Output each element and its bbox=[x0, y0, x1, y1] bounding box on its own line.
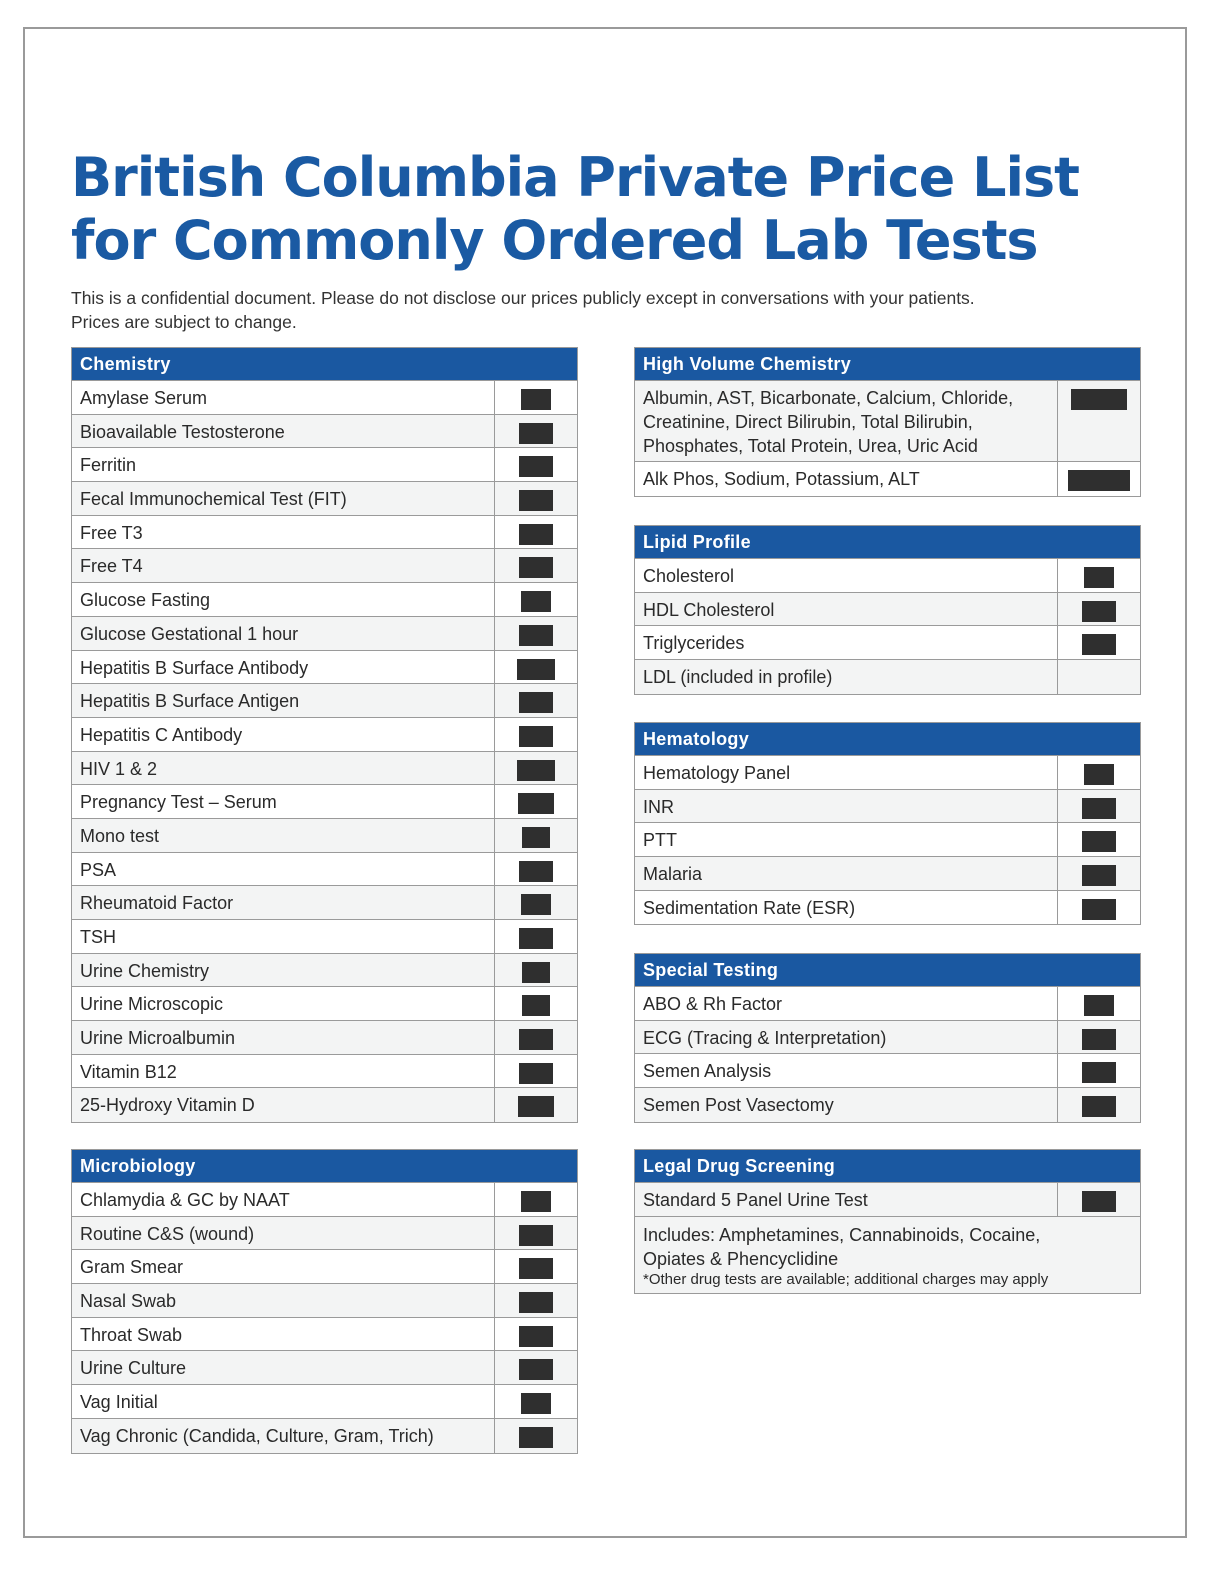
redacted-price bbox=[1084, 995, 1114, 1016]
table-row bbox=[72, 1021, 577, 1055]
row-name: Hepatitis C Antibody bbox=[80, 724, 243, 745]
redacted-price bbox=[519, 625, 553, 646]
title-line-1: British Columbia Private Price List bbox=[71, 146, 1079, 209]
hematology-header: Hematology bbox=[635, 723, 1140, 756]
redacted-price bbox=[519, 423, 553, 444]
drug-header: Legal Drug Screening bbox=[635, 1150, 1140, 1183]
table-row bbox=[72, 415, 577, 449]
price-cell bbox=[494, 583, 577, 616]
row-name: Urine Chemistry bbox=[80, 960, 210, 981]
intro-text bbox=[71, 286, 975, 334]
includes-line: Includes: Amphetamines, Cannabinoids, Cocaine, bbox=[643, 1225, 1041, 1245]
price-cell bbox=[1057, 1021, 1140, 1054]
redacted-price bbox=[519, 726, 553, 747]
lipid-rows bbox=[635, 559, 1140, 694]
redacted-price bbox=[519, 524, 553, 545]
row-name: Urine Microalbumin bbox=[80, 1028, 236, 1049]
price-cell bbox=[1057, 1054, 1140, 1087]
price-cell bbox=[494, 1088, 577, 1122]
redacted-price bbox=[518, 1096, 554, 1117]
row-name: Malaria bbox=[643, 864, 703, 885]
table-row bbox=[635, 891, 1140, 925]
table-row bbox=[72, 651, 577, 685]
row-name: Hepatitis B Surface Antigen bbox=[80, 691, 300, 712]
price-cell bbox=[494, 516, 577, 549]
redacted-price bbox=[519, 1292, 553, 1313]
special-table bbox=[634, 953, 1141, 1123]
table-row bbox=[635, 987, 1140, 1021]
high-volume-rows bbox=[635, 381, 1140, 496]
redacted-price bbox=[519, 557, 553, 578]
footnote: *Other drug tests are available; additional charges may apply bbox=[643, 1271, 1049, 1288]
row-name: HIV 1 & 2 bbox=[80, 758, 158, 779]
price-cell bbox=[494, 752, 577, 785]
chemistry-table bbox=[71, 347, 578, 1123]
row-name: Urine Culture bbox=[80, 1358, 187, 1379]
table-row bbox=[72, 987, 577, 1021]
table-row bbox=[635, 1054, 1140, 1088]
price-cell bbox=[1057, 823, 1140, 856]
redacted-price bbox=[522, 827, 550, 848]
row-name-line: Phosphates, Total Protein, Urea, Uric Acid bbox=[643, 436, 978, 456]
table-row bbox=[635, 381, 1140, 462]
redacted-price bbox=[519, 490, 553, 511]
redacted-price bbox=[1082, 1029, 1116, 1050]
price-cell bbox=[1057, 987, 1140, 1020]
table-row bbox=[72, 1088, 577, 1122]
redacted-price bbox=[519, 456, 553, 477]
price-cell bbox=[1057, 626, 1140, 659]
table-row bbox=[72, 954, 577, 988]
row-name: Mono test bbox=[80, 825, 160, 846]
row-name: Chlamydia & GC by NAAT bbox=[80, 1190, 290, 1210]
redacted-price bbox=[1082, 865, 1116, 886]
redacted-price bbox=[519, 861, 553, 882]
hematology-rows bbox=[635, 756, 1140, 924]
row-name: ABO & Rh Factor bbox=[643, 994, 783, 1014]
microbiology-table bbox=[71, 1149, 578, 1454]
table-row bbox=[72, 1217, 577, 1251]
price-cell bbox=[494, 987, 577, 1020]
table-row bbox=[635, 593, 1140, 627]
title-line-2: for Commonly Ordered Lab Tests bbox=[71, 209, 1038, 272]
special-header: Special Testing bbox=[635, 954, 1140, 987]
price-cell bbox=[1057, 1183, 1140, 1216]
row-name bbox=[635, 381, 1057, 461]
table-row bbox=[72, 785, 577, 819]
price-cell bbox=[494, 954, 577, 987]
price-cell bbox=[494, 1183, 577, 1216]
redacted-price bbox=[1082, 1191, 1116, 1212]
table-row bbox=[72, 752, 577, 786]
includes-line: Opiates & Phencyclidine bbox=[643, 1249, 839, 1269]
row-name: TSH bbox=[80, 927, 116, 947]
row-name: Routine C&S (wound) bbox=[80, 1223, 255, 1244]
table-row bbox=[635, 823, 1140, 857]
high-volume-table bbox=[634, 347, 1141, 497]
price-cell bbox=[494, 549, 577, 582]
table-row bbox=[72, 1183, 577, 1217]
table-row bbox=[635, 857, 1140, 891]
price-cell bbox=[494, 1284, 577, 1317]
microbiology-rows bbox=[72, 1183, 577, 1453]
price-cell bbox=[494, 381, 577, 414]
price-cell bbox=[1057, 462, 1140, 496]
table-row bbox=[72, 448, 577, 482]
redacted-price bbox=[1084, 567, 1114, 588]
row-name-line: Albumin, AST, Bicarbonate, Calcium, Chloride, bbox=[643, 388, 1014, 408]
row-name: Semen Post Vasectomy bbox=[643, 1095, 834, 1116]
price-cell bbox=[494, 1217, 577, 1250]
redacted-price bbox=[519, 1427, 553, 1448]
redacted-price bbox=[522, 995, 550, 1016]
drug-rows bbox=[635, 1183, 1140, 1293]
redacted-price bbox=[1084, 764, 1114, 785]
high-volume-header: High Volume Chemistry bbox=[635, 348, 1140, 381]
row-name: LDL (included in profile) bbox=[643, 667, 833, 688]
row-name: Throat Swab bbox=[80, 1324, 183, 1345]
microbiology-header: Microbiology bbox=[72, 1150, 577, 1183]
row-name-line: Creatinine, Direct Bilirubin, Total Bilirubin, bbox=[643, 412, 973, 432]
lipid-header: Lipid Profile bbox=[635, 526, 1140, 559]
price-cell bbox=[1057, 381, 1140, 461]
row-name: Urine Microscopic bbox=[80, 994, 224, 1015]
price-cell bbox=[494, 920, 577, 953]
table-row bbox=[72, 886, 577, 920]
row-name: Triglycerides bbox=[643, 633, 745, 654]
redacted-price bbox=[1082, 831, 1116, 852]
redacted-price bbox=[1082, 899, 1116, 920]
price-cell bbox=[494, 785, 577, 818]
price-cell bbox=[1057, 593, 1140, 626]
redacted-price bbox=[519, 1063, 553, 1084]
row-name: Cholesterol bbox=[643, 566, 735, 586]
table-row bbox=[635, 559, 1140, 593]
intro-line-2: Prices are subject to change. bbox=[71, 312, 297, 332]
table-row bbox=[72, 1055, 577, 1089]
price-cell bbox=[1057, 857, 1140, 890]
price-cell bbox=[1057, 790, 1140, 823]
drug-table bbox=[634, 1149, 1141, 1294]
redacted-price bbox=[519, 1029, 553, 1050]
price-cell bbox=[1057, 891, 1140, 925]
row-name: Standard 5 Panel Urine Test bbox=[643, 1190, 868, 1210]
table-row bbox=[72, 684, 577, 718]
redacted-price bbox=[519, 1326, 553, 1347]
page-title bbox=[71, 146, 1079, 272]
chemistry-header: Chemistry bbox=[72, 348, 577, 381]
table-row bbox=[72, 1385, 577, 1419]
intro-line-1: This is a confidential document. Please do not disclose our prices publicly except in conversations with your patients. bbox=[71, 288, 975, 308]
table-row bbox=[72, 1284, 577, 1318]
row-name: Free T3 bbox=[80, 522, 143, 543]
table-row bbox=[635, 1088, 1140, 1122]
row-name: Ferritin bbox=[80, 455, 137, 476]
price-cell bbox=[494, 718, 577, 751]
redacted-price bbox=[519, 692, 553, 713]
price-cell bbox=[494, 1055, 577, 1088]
row-name: HDL Cholesterol bbox=[643, 599, 775, 620]
price-cell bbox=[1057, 756, 1140, 789]
table-row bbox=[72, 482, 577, 516]
price-cell bbox=[494, 617, 577, 650]
table-row bbox=[635, 790, 1140, 824]
redacted-price bbox=[519, 1258, 553, 1279]
row-name: Vag Initial bbox=[80, 1392, 158, 1413]
row-name: Hepatitis B Surface Antibody bbox=[80, 657, 309, 678]
row-name: Vitamin B12 bbox=[80, 1061, 177, 1082]
redacted-price bbox=[517, 760, 555, 781]
price-cell bbox=[494, 482, 577, 515]
redacted-price bbox=[1082, 798, 1116, 819]
price-cell bbox=[494, 651, 577, 684]
row-name: Gram Smear bbox=[80, 1257, 184, 1278]
redacted-price bbox=[1082, 601, 1116, 622]
chemistry-rows bbox=[72, 381, 577, 1122]
redacted-price bbox=[519, 928, 553, 949]
row-name: Glucose Gestational 1 hour bbox=[80, 623, 299, 644]
redacted-price bbox=[522, 962, 550, 983]
row-name: Pregnancy Test – Serum bbox=[80, 792, 277, 813]
row-name: Sedimentation Rate (ESR) bbox=[643, 897, 856, 918]
redacted-price bbox=[519, 1359, 553, 1380]
redacted-price bbox=[517, 659, 555, 680]
redacted-price bbox=[1082, 634, 1116, 655]
price-cell bbox=[494, 1351, 577, 1384]
redacted-price bbox=[1082, 1062, 1116, 1083]
table-row bbox=[72, 1318, 577, 1352]
price-cell bbox=[494, 853, 577, 886]
price-cell bbox=[494, 1385, 577, 1418]
table-row bbox=[72, 853, 577, 887]
price-cell bbox=[494, 415, 577, 448]
row-name: Alk Phos, Sodium, Potassium, ALT bbox=[643, 469, 920, 489]
price-cell bbox=[494, 819, 577, 852]
price-cell bbox=[494, 684, 577, 717]
price-cell bbox=[494, 886, 577, 919]
price-cell bbox=[494, 1318, 577, 1351]
table-row bbox=[72, 583, 577, 617]
drug-includes-note bbox=[635, 1217, 1140, 1293]
redacted-price bbox=[521, 1191, 551, 1212]
row-name: Free T4 bbox=[80, 556, 143, 577]
table-row bbox=[635, 626, 1140, 660]
table-row bbox=[72, 516, 577, 550]
redacted-price bbox=[1068, 470, 1130, 491]
row-name: Amylase Serum bbox=[80, 388, 208, 408]
table-row bbox=[72, 1351, 577, 1385]
redacted-price bbox=[521, 1393, 551, 1414]
hematology-table bbox=[634, 722, 1141, 925]
redacted-price bbox=[518, 793, 554, 814]
row-name: Rheumatoid Factor bbox=[80, 893, 234, 914]
table-row bbox=[635, 1021, 1140, 1055]
price-cell bbox=[494, 1021, 577, 1054]
row-name: Semen Analysis bbox=[643, 1061, 772, 1082]
table-row bbox=[635, 462, 1140, 496]
redacted-price bbox=[521, 591, 551, 612]
row-name: ECG (Tracing & Interpretation) bbox=[643, 1027, 887, 1048]
row-name: Vag Chronic (Candida, Culture, Gram, Trich) bbox=[80, 1425, 434, 1446]
row-name: INR bbox=[643, 796, 674, 817]
table-row bbox=[72, 819, 577, 853]
price-cell bbox=[494, 1250, 577, 1283]
price-cell bbox=[1057, 660, 1140, 694]
table-row bbox=[635, 660, 1140, 694]
table-row bbox=[635, 1183, 1140, 1217]
row-name: Nasal Swab bbox=[80, 1291, 177, 1312]
price-cell bbox=[1057, 1088, 1140, 1122]
price-cell bbox=[494, 1419, 577, 1453]
row-name: Glucose Fasting bbox=[80, 590, 211, 611]
table-row bbox=[72, 549, 577, 583]
row-name: Bioavailable Testosterone bbox=[80, 421, 285, 442]
redacted-price bbox=[521, 389, 551, 410]
row-name: 25-Hydroxy Vitamin D bbox=[80, 1095, 255, 1116]
table-row bbox=[72, 1419, 577, 1453]
row-name: Fecal Immunochemical Test (FIT) bbox=[80, 489, 347, 510]
redacted-price bbox=[521, 894, 551, 915]
table-row bbox=[72, 718, 577, 752]
table-row bbox=[72, 617, 577, 651]
redacted-price bbox=[1071, 389, 1127, 410]
table-row bbox=[72, 920, 577, 954]
special-rows bbox=[635, 987, 1140, 1122]
row-name: PSA bbox=[80, 859, 117, 880]
redacted-price bbox=[1082, 1096, 1116, 1117]
row-name: PTT bbox=[643, 830, 677, 851]
lipid-table bbox=[634, 525, 1141, 695]
table-row bbox=[635, 756, 1140, 790]
table-row bbox=[72, 381, 577, 415]
price-cell bbox=[1057, 559, 1140, 592]
table-row bbox=[72, 1250, 577, 1284]
redacted-price bbox=[519, 1225, 553, 1246]
row-name: Hematology Panel bbox=[643, 763, 791, 783]
price-cell bbox=[494, 448, 577, 481]
